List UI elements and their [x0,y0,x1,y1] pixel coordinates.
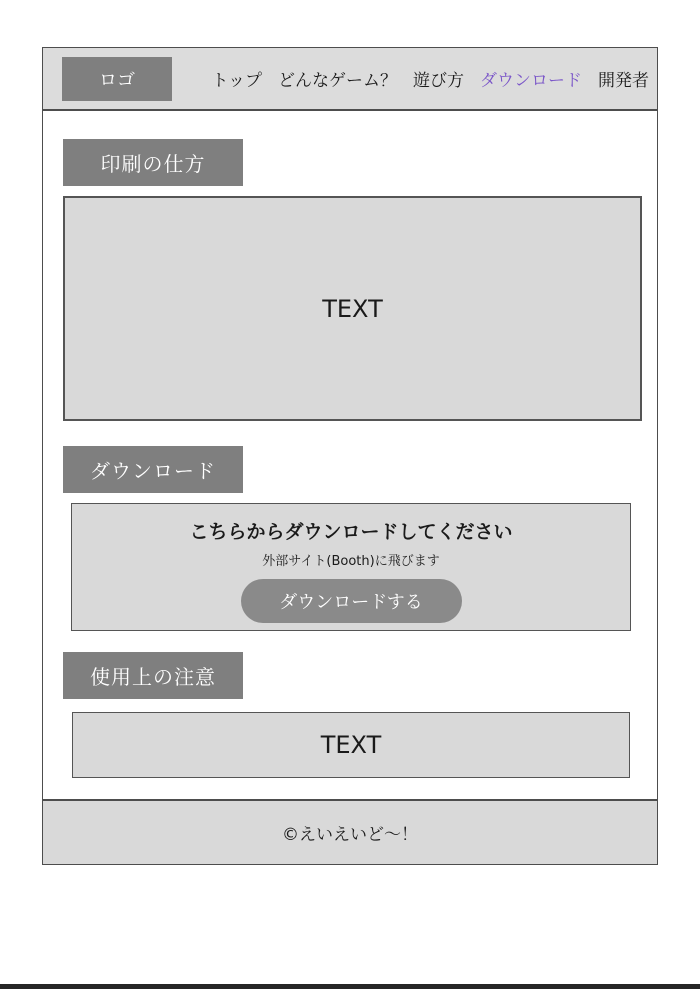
usage-notes-text-placeholder: TEXT [72,712,630,778]
download-external-site-note: 外部サイト(Booth)に飛びます [262,554,440,569]
nav-item-developer[interactable]: 開発者 [598,71,649,91]
nav-item-top[interactable]: トップ [211,71,262,91]
main-content [43,111,657,799]
section-title-download: ダウンロード [63,446,243,493]
nav-item-download[interactable]: ダウンロード [480,71,582,91]
copyright-text: ©えいえいど〜！ [282,825,418,845]
capture-bottom-rule [0,984,700,989]
main-nav [212,66,650,91]
download-button[interactable]: ダウンロードする [241,579,462,623]
section-title-print-instructions: 印刷の仕方 [63,139,243,186]
download-heading: こちらからダウンロードしてください [189,521,513,543]
section-title-usage-notes: 使用上の注意 [63,652,243,699]
download-panel [71,503,631,631]
nav-item-how-to-play[interactable]: 遊び方 [413,71,464,91]
print-instructions-text-placeholder: TEXT [63,196,642,421]
site-header [43,48,657,111]
nav-item-what-game[interactable]: どんなゲーム？ [278,71,397,91]
logo-placeholder[interactable]: ロゴ [62,57,172,101]
site-container [42,47,658,865]
site-footer [43,799,657,864]
